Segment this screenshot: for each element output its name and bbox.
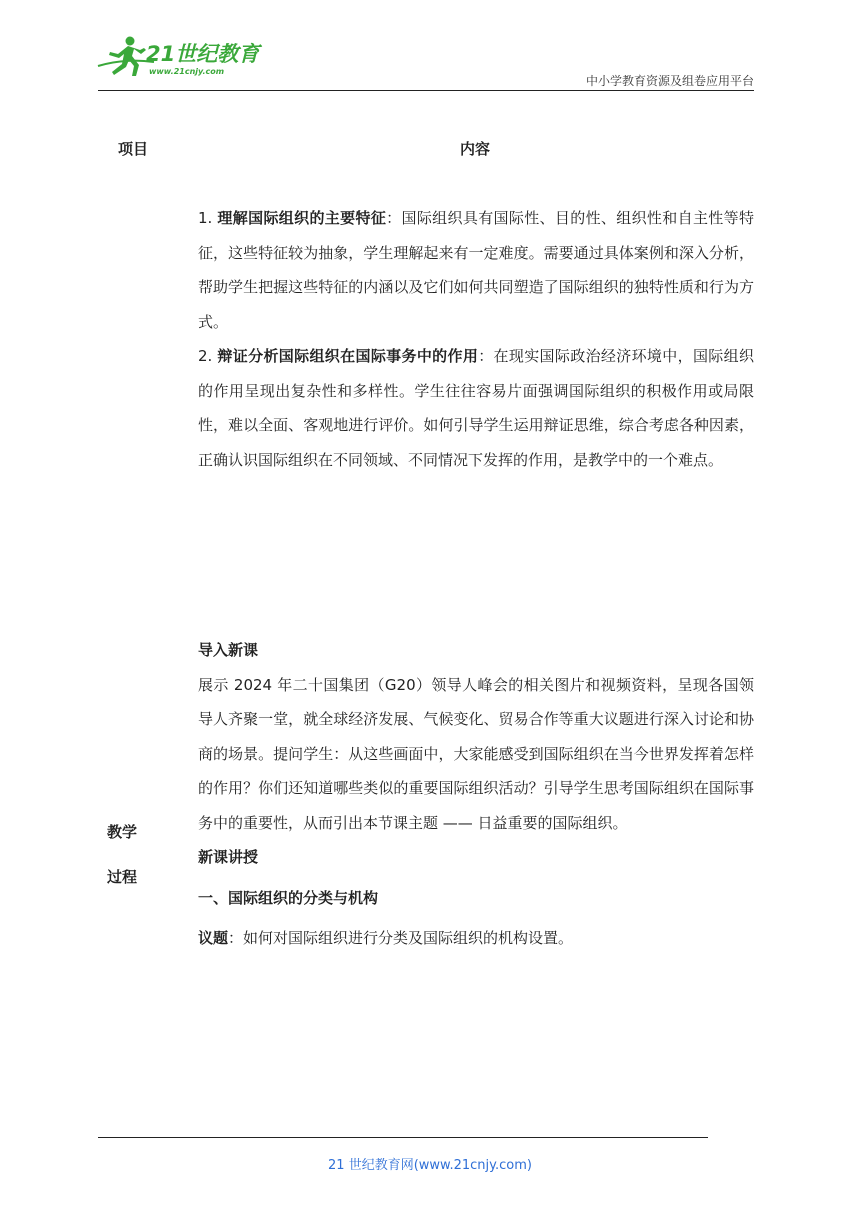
difficulties-content [198, 201, 754, 477]
item-number: 1. [198, 209, 213, 227]
process-label-line2: 过程 [107, 868, 138, 886]
item-text: ：国际组织具有国际性、目的性、组织性和自主性等特征，这些特征较为抽象，学生理解起来有一定难度。需要通过具体案例和深入分析，帮助学生把握这些特征的内涵以及它们如何共同塑造了国际组织的独特性质和行为方式。 [198, 209, 754, 331]
column-header-content: 内容 [460, 140, 491, 158]
item-number: 2. [198, 347, 213, 365]
footer-link[interactable]: 21 世纪教育网(www.21cnjy.com) [328, 1158, 532, 1173]
logo-url: www.21cnjy.com [149, 67, 225, 76]
logo-wordmark: 21世纪教育 [146, 42, 260, 66]
runner-icon [109, 37, 146, 77]
topic-line [198, 921, 754, 956]
intro-heading: 导入新课 [198, 641, 259, 659]
item-text: ：在现实国际政治经济环境中，国际组织的作用呈现出复杂性和多样性。学生往往容易片面强调国际组织的积极作用或局限性，难以全面、客观地进行评价。如何引导学生运用辩证思维，综合考虑各种因素，正确认识国际组织在不同领域、不同情况下发挥的作用，是教学中的一个难点。 [198, 347, 754, 469]
footer-divider [98, 1137, 708, 1138]
intro-text: 展示 2024 年二十国集团（G20）领导人峰会的相关图片和视频资料，呈现各国领导人齐聚一堂，就全球经济发展、气候变化、贸易合作等重大议题进行深入讨论和协商的场景。提问学生：从这些画面中，大家能感受到国际组织在当今世界发挥着怎样的作用？你们还知道哪些类似的重要国际组织活动？引导学生思考国际组织在国际事务中的重要性，从而引出本节课主题 —— 日益重要的国际组织。 [198, 675, 754, 832]
site-logo[interactable] [94, 32, 264, 80]
new-lesson-heading: 新课讲授 [198, 848, 259, 866]
process-label-line1: 教学 [107, 823, 138, 841]
column-header-project: 项目 [118, 140, 149, 158]
process-content [198, 633, 754, 956]
topic-label: 议题 [198, 929, 229, 947]
item-title: 辩证分析国际组织在国际事务中的作用 [217, 347, 479, 365]
item-title: 理解国际组织的主要特征 [217, 209, 387, 227]
difficulty-item [198, 339, 754, 477]
topic-text: ：如何对国际组织进行分类及国际组织的机构设置。 [228, 929, 574, 947]
header-divider [98, 90, 754, 91]
platform-name: 中小学教育资源及组卷应用平台 [585, 74, 754, 88]
section-heading: 一、国际组织的分类与机构 [198, 888, 379, 907]
difficulty-item [198, 201, 754, 339]
